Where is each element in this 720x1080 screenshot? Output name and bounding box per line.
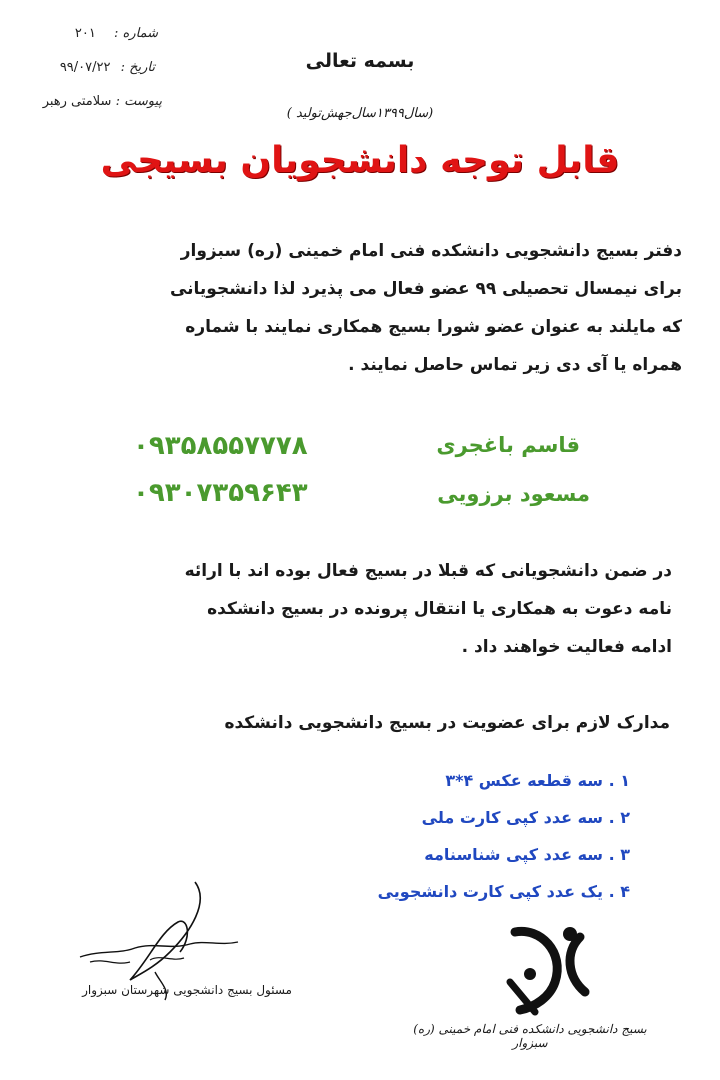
paragraph-2 xyxy=(27,552,672,666)
list-item: ۲ . سه عدد کپی کارت ملی xyxy=(421,808,630,827)
paragraph-2-line: در ضمن دانشجویانی که قبلا در بسیج فعال بوده اند با ارائه xyxy=(184,561,672,581)
paragraph-2-line: نامه دعوت به همکاری یا انتقال پرونده در بسیج دانشکده xyxy=(207,599,672,619)
logo-caption: بسیج دانشجویی دانشکده فنی امام خمینی (ره) سبزوار xyxy=(413,1022,647,1050)
contact-phone: ۰۹۳۵۸۵۵۷۷۷۸ xyxy=(133,431,308,461)
headline: قابل توجه دانشجویان بسیجی xyxy=(100,140,620,181)
paragraph-2-line: ادامه فعالیت خواهند داد . xyxy=(461,637,672,657)
paragraph-1 xyxy=(22,232,682,384)
documents-list xyxy=(210,762,630,910)
header-title: بسمه تعالی xyxy=(305,50,415,72)
letter-number xyxy=(58,26,158,41)
paragraph-1-line: که مایلند به عنوان عضو شورا بسیج همکاری نمایند با شماره xyxy=(185,317,682,337)
list-item: ۱ . سه قطعه عکس ۴*۳ xyxy=(445,771,630,790)
contact-phone: ۰۹۳۰۷۳۵۹۶۴۳ xyxy=(133,478,308,508)
letter-number-label: شماره : xyxy=(114,26,158,41)
paragraph-1-line: برای نیمسال تحصیلی ۹۹ عضو فعال می پذیرد لذا دانشجویانی xyxy=(169,279,682,299)
contact-name: قاسم باغجری xyxy=(436,433,580,457)
signer-title: مسئول بسیج دانشجویی شهرستان سبزوار xyxy=(82,983,292,997)
letter-attachment-value: سلامتی رهبر xyxy=(42,94,112,109)
list-item: ۴ . یک عدد کپی کارت دانشجویی xyxy=(377,882,630,901)
paragraph-1-line: همراه یا آی دی زیر تماس حاصل نمایند . xyxy=(348,355,682,375)
contact-name: مسعود برزویی xyxy=(437,482,590,506)
letter-date-label: تاریخ : xyxy=(120,60,155,75)
header-subtitle: (سال۱۳۹۹سال‌جهش‌تولید ) xyxy=(286,106,434,121)
letter-number-value: ۲۰۱ xyxy=(74,26,96,41)
paragraph-1-line: دفتر بسیج دانشجویی دانشکده فنی امام خمینی (ره) سبزوار xyxy=(180,241,682,261)
list-item: ۳ . سه عدد کپی شناسنامه xyxy=(424,845,630,864)
basij-logo-icon xyxy=(495,922,605,1017)
documents-heading: مدارک لازم برای عضویت در بسیج دانشجویی دانشکده xyxy=(224,713,670,733)
letter-date-value: ۹۹/۰۷/۲۲ xyxy=(59,60,111,75)
letter-attachment-label: پیوست : xyxy=(115,94,162,109)
